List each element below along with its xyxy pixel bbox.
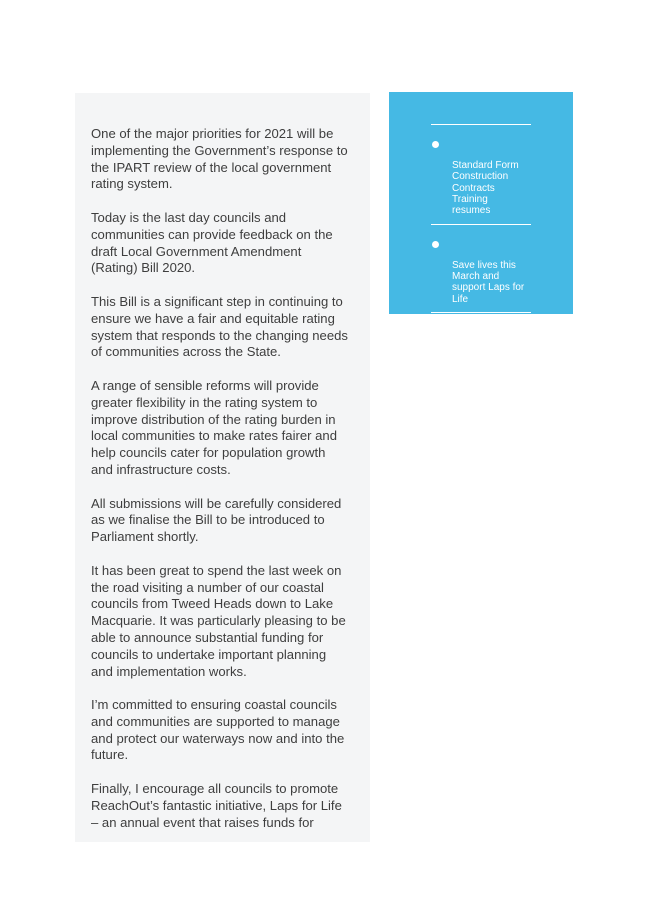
bullet-icon [432,141,439,148]
related-link-label[interactable]: Save lives this March and support Laps for Life [452,259,525,305]
related-link-label[interactable]: Council Corner [452,348,519,360]
article-paragraph: I’m committed to ensuring coastal councils and communities are supported to manage and protect our waterways now and into the future. [91,697,345,763]
article-paragraph: Today is the last day councils and communities can provide feedback on the draft Local Government Amendment (Rating) Bill 2020. [91,209,333,276]
related-links-list [431,124,531,367]
related-link-item[interactable] [431,312,531,366]
related-link-label[interactable]: Standard Form Construction Contracts Training resumes [452,159,519,217]
article-paragraph: One of the major priorities for 2021 will be implementing the Government’s response to the IPART review of the local government rating system. [91,126,348,192]
article-paragraph: Finally, I encourage all councils to promote ReachOut’s fantastic initiative, Laps for Life – an annual event that raises funds for [91,781,342,830]
related-link-item[interactable] [431,124,531,224]
article-paragraph: It has been great to spend the last week on the road visiting a number of our coastal councils from Tweed Heads down to Lake Macquarie. It was particularly pleasing to be able to announce substantial funding for councils to undertake important planning and implementation works. [91,562,346,679]
bullet-icon [432,241,439,248]
article-paragraph: All submissions will be carefully considered as we finalise the Bill to be introduced to Parliament shortly. [91,495,342,545]
article-panel [75,93,370,842]
article-paragraph: A range of sensible reforms will provide greater flexibility in the rating system to improve distribution of the rating burden in local communities to make rates fairer and help councils cater for population growth and infrastructure costs. [91,377,337,477]
related-links-panel [389,92,573,360]
article-paragraph: This Bill is a significant step in continuing to ensure we have a fair and equitable rating system that responds to the changing needs of communities across the State. [91,293,348,360]
bullet-icon [432,329,439,336]
related-link-item[interactable] [431,224,531,312]
